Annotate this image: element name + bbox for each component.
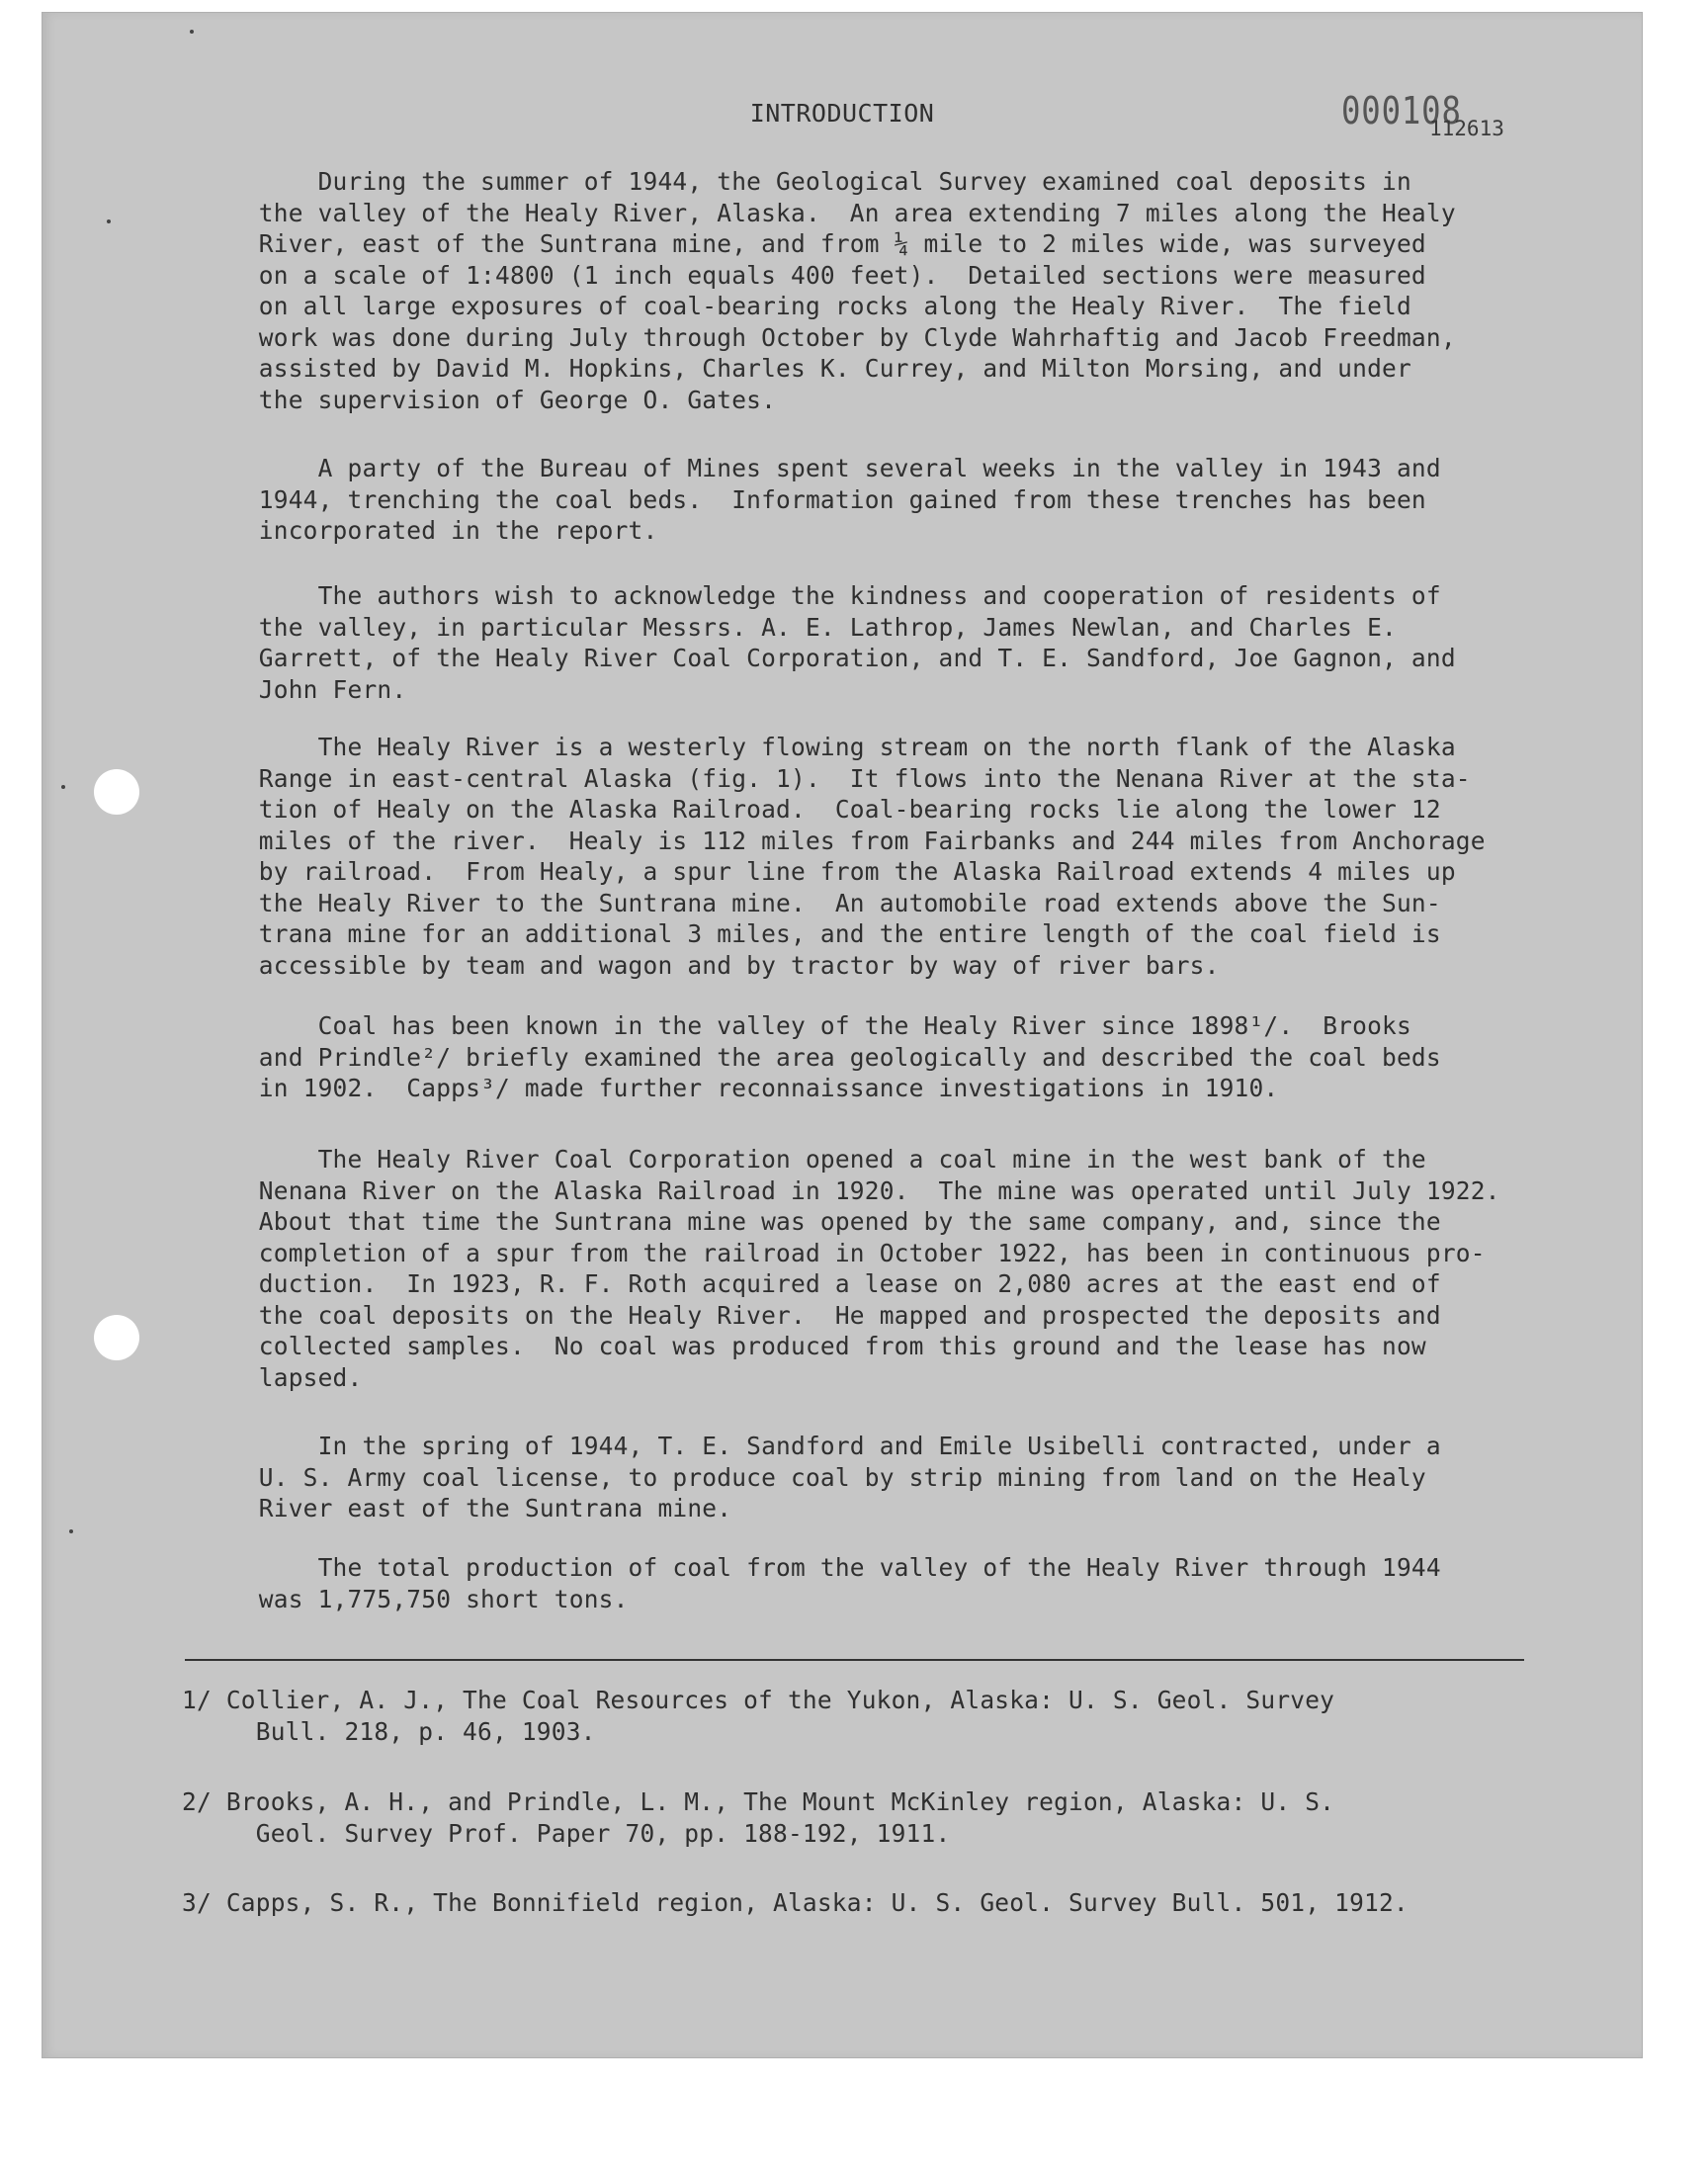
paragraph-history: Coal has been known in the valley of the Healy River since 1898¹/. Brooks and Prindle²/ briefly examined the area geologically and described the coal beds in 1902. Capps³/ made further reconnaissance investigations in 1910. bbox=[258, 1011, 1441, 1102]
footnote-3: 3/ Capps, S. R., The Bonnifield region, Alaska: U. S. Geol. Survey Bull. 501, 1912. bbox=[182, 1888, 1409, 1917]
punch-hole-upper bbox=[94, 769, 139, 815]
scan-speck bbox=[61, 785, 65, 789]
paragraph-location: The Healy River is a westerly flowing stream on the north flank of the Alaska Range in east-central Alaska (fig. 1). It flows into the Nenana River at the sta- tion of Healy on the Alaska Railroad. Coal-bearing rocks lie along the lower 12 miles of the river. Healy is 112 miles from Fairbanks and 244 miles from Anchorage by railroad. From Healy, a spur line from the Alaska Railroad extends 4 miles up the Healy River to the Suntrana mine. An automobile road extends above the Sun- trana mine for an additional 3 miles, and the entire length of the coal field is accessible by team and wagon and by tractor by way of river bars. bbox=[258, 733, 1486, 980]
paragraph-strip-mining: In the spring of 1944, T. E. Sandford and Emile Usibelli contracted, under a U. S. Army coal license, to produce coal by strip mining from land on the Healy River east of the Suntrana mine. bbox=[258, 1432, 1441, 1522]
footnote-1: 1/ Collier, A. J., The Coal Resources of the Yukon, Alaska: U. S. Geol. Survey Bull. 218, p. 46, 1903. bbox=[182, 1686, 1335, 1746]
document-sub-number: 112613 bbox=[1429, 117, 1504, 140]
page-title: INTRODUCTION bbox=[749, 99, 935, 128]
paragraph-acknowledgments: The authors wish to acknowledge the kindness and cooperation of residents of the valley, in particular Messrs. A. E. Lathrop, James Newlan, and Charles E. Garrett, of the Healy River Coal Corporation, and T. E. Sandford, Joe Gagnon, and John Fern. bbox=[258, 581, 1456, 704]
scan-speck bbox=[107, 219, 111, 223]
scan-speck bbox=[190, 30, 194, 34]
paragraph-mining: The Healy River Coal Corporation opened a coal mine in the west bank of the Nenana River on the Alaska Railroad in 1920. The mine was operated until July 1922. About that time the Suntrana mine was opened by the same company, and, since the completion of a spur from the railroad in October 1922, has been in continuous pro- duction. In 1923, R. F. Roth acquired a lease on 2,080 acres at the east end of the coal deposits on the Healy River. He mapped and prospected the deposits and collected samples. No coal was produced from this ground and the lease has now lapsed. bbox=[258, 1145, 1500, 1392]
scan-speck bbox=[69, 1529, 73, 1533]
paragraph-survey: During the summer of 1944, the Geological Survey examined coal deposits in the valley of the Healy River, Alaska. An area extending 7 miles along the Healy River, east of the Suntrana mine, and from ¼ mile to 2 miles wide, was surveyed on a scale of 1:4800 (1 inch equals 400 feet). Detailed sections were measured on all large exposures of coal-bearing rocks along the Healy River. The field work was done during July through October by Clyde Wahrhaftig and Jacob Freedman, assisted by David M. Hopkins, Charles K. Currey, and Milton Morsing, and under the supervision of George O. Gates. bbox=[258, 167, 1456, 414]
document-number-stamp: 000108 bbox=[1341, 89, 1462, 132]
paragraph-total-production: The total production of coal from the valley of the Healy River through 1944 was 1,775,750 short tons. bbox=[258, 1553, 1441, 1613]
footnote-divider bbox=[185, 1659, 1524, 1661]
punch-hole-lower bbox=[94, 1315, 139, 1360]
footnote-2: 2/ Brooks, A. H., and Prindle, L. M., The Mount McKinley region, Alaska: U. S. Geol. Survey Prof. Paper 70, pp. 188-192, 1911. bbox=[182, 1787, 1335, 1848]
paragraph-bureau-of-mines: A party of the Bureau of Mines spent several weeks in the valley in 1943 and 1944, trenching the coal beds. Information gained from these trenches has been incorporated in the report. bbox=[258, 454, 1441, 545]
document-page bbox=[42, 12, 1643, 2058]
